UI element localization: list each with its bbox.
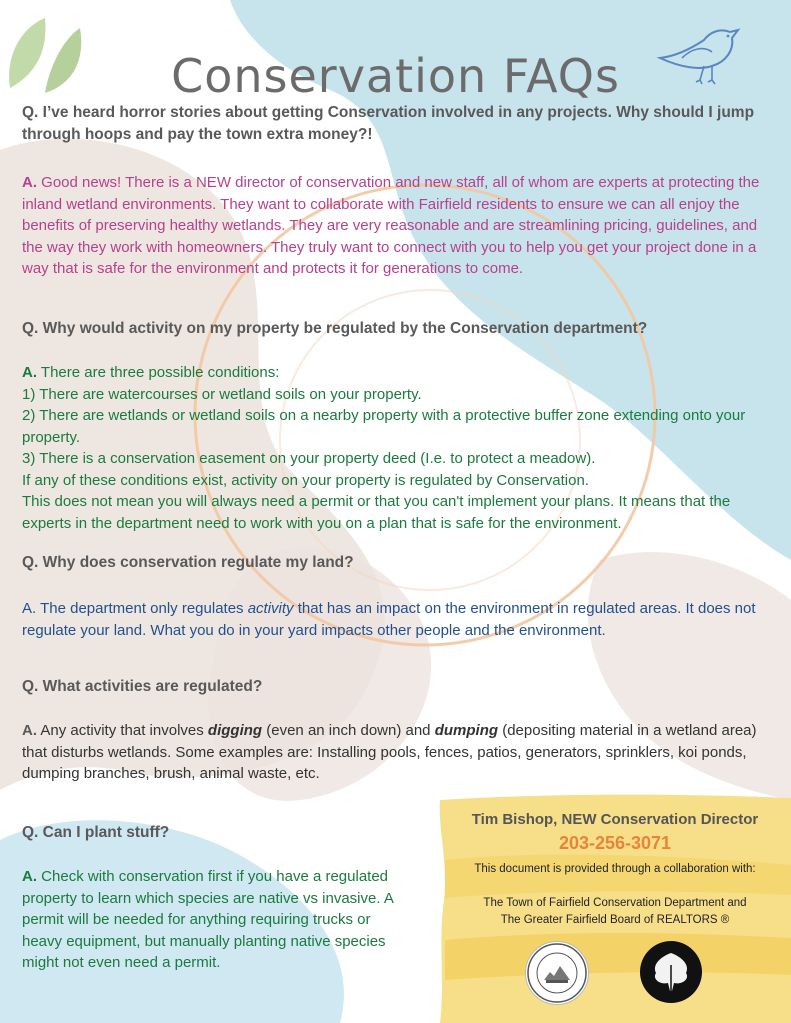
- phone-number[interactable]: 203-256-3071: [558, 833, 672, 853]
- answer-line: If any of these conditions exist, activity on your property is regulated by Conservation.: [22, 471, 589, 489]
- answer-label: A.: [22, 722, 37, 739]
- answer-line: 1) There are watercourses or wetland soils on your property.: [22, 385, 422, 403]
- faq-answer-3: [22, 598, 772, 641]
- director-name: Tim Bishop, NEW Conservation Director: [471, 811, 759, 828]
- faq-question-4: Q. What activities are regulated?: [22, 678, 263, 695]
- answer-text: The department only regulates: [40, 600, 244, 617]
- answer-line: 2) There are wetlands or wetland soils on a nearby property with a protective buffer zone extending onto your property.: [22, 407, 746, 446]
- answer-text: (even an inch down) and: [266, 722, 431, 739]
- contact-box: [445, 803, 791, 1023]
- collaboration-note: This document is provided through a collaboration with:: [474, 863, 756, 875]
- partner-name: The Greater Fairfield Board of REALTORS ®: [500, 914, 730, 926]
- answer-emphasis: digging: [207, 722, 263, 739]
- answer-intro: There are three possible conditions:: [40, 364, 280, 381]
- tree-logo-icon: [640, 941, 702, 1003]
- answer-emphasis: dumping: [434, 722, 499, 739]
- answer-text: Good news! There is a NEW director of conservation and new staff, all of whom are experts at protecting the inland wetland environments. They want to collaborate with Fairfield residents to ensure we can all enjoy the benefits of preserving healthy wetlands. They are very reasonable and are streamlining pricing, guidelines, and the way they work with homeowners. They truly want to connect with you to help you get your project done in a way that is safe for the environment and protects it for generations to come.: [22, 174, 760, 277]
- answer-emphasis: activity: [247, 600, 294, 617]
- faq-question-3: Q. Why does conservation regulate my land?: [22, 554, 354, 571]
- faq-answer-1: [22, 172, 772, 280]
- answer-line: 3) There is a conservation easement on your property deed (I.e. to protect a meadow).: [22, 450, 596, 467]
- faq-question-1: Q. I’ve heard horror stories about getting Conservation involved in any projects. Why should I jump through hoops and pay the town extra money?!: [22, 104, 755, 143]
- answer-line: This does not mean you will always need a permit or that you can't implement your plans. It means that the experts in the department need to work with you on a plan that is safe for the environment.: [22, 493, 731, 532]
- bird-icon: [652, 18, 744, 90]
- answer-text: (depositing material in a wetland area) that disturbs wetlands. Some examples are: Installing pools, fences, patios, generators, sprinklers, koi ponds, dumping branches, brush, animal waste, etc.: [22, 722, 757, 782]
- answer-label: A.: [22, 174, 37, 191]
- partner-name: The Town of Fairfield Conservation Department and: [483, 897, 747, 909]
- answer-text: Any activity that involves: [40, 722, 204, 739]
- faq-answer-4: [22, 720, 767, 785]
- partner-list: [445, 895, 785, 929]
- town-seal-icon: [525, 941, 589, 1005]
- answer-text: that has an impact on the environment in regulated areas. It does not regulate your land. What you do in your yard impacts other people and the environment.: [22, 600, 756, 639]
- answer-label: A.: [22, 364, 37, 381]
- faq-question-5: Q. Can I plant stuff?: [22, 824, 170, 841]
- answer-label: A.: [22, 868, 37, 885]
- answer-text: Check with conservation first if you have a regulated property to learn which species are native vs invasive. A permit will be needed for anything requiring trucks or heavy equipment, but manually planting native species might not even need a permit.: [22, 868, 394, 971]
- faq-answer-5: [22, 866, 397, 974]
- faq-answer-2: [22, 362, 772, 534]
- page-title: Conservation FAQs: [171, 48, 620, 103]
- faq-question-2: Q. Why would activity on my property be regulated by the Conservation department?: [22, 320, 648, 337]
- answer-label: A.: [22, 600, 37, 617]
